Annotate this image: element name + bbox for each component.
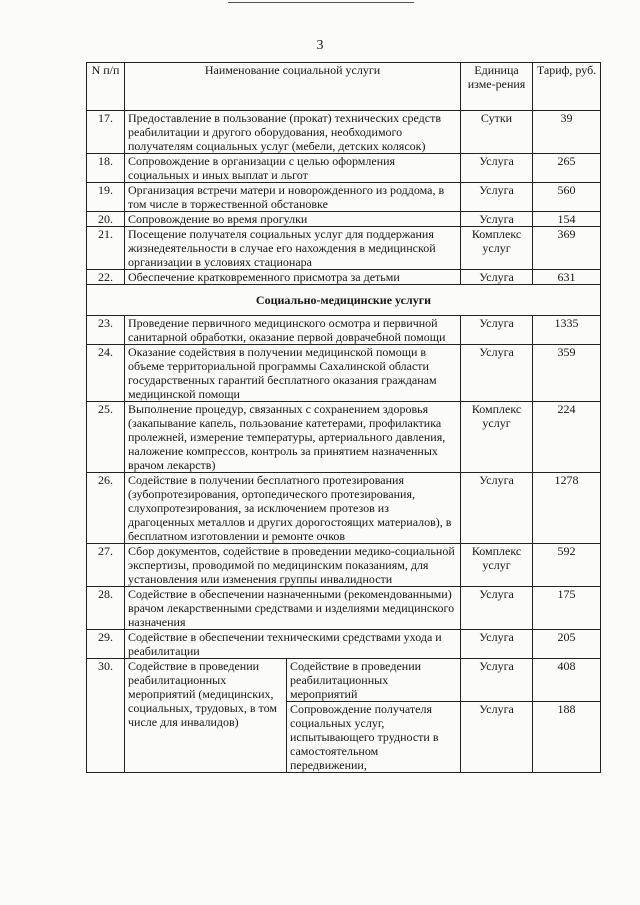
page-number: 3 xyxy=(316,38,324,53)
service-unit: Услуга xyxy=(461,345,533,402)
service-name: Содействие в проведении реабилитационных мероприятий xyxy=(287,659,461,702)
service-name: Содействие в получении бесплатного протезирования (зубопротезирования, ортопедического протезирования, слухопротезирования, за исключением протезов из драгоценных металлов и других дорогостоящих материалов), в бесплатном изготовлении и ремонте очков xyxy=(125,473,461,544)
service-unit: Услуга xyxy=(461,659,533,702)
table-row xyxy=(87,212,601,227)
table-row xyxy=(87,183,601,212)
row-number: 24. xyxy=(87,345,125,402)
table-row xyxy=(87,154,601,183)
row-number: 30. xyxy=(87,659,125,773)
header-unit: Единица изме-рения xyxy=(461,63,533,111)
service-tariff: 1278 xyxy=(533,473,601,544)
service-name: Выполнение процедур, связанных с сохранением здоровья (закапывание капель, пользование катетерами, профилактика пролежней, измерение температуры, артериального давления, наложение компрессов, контроль за принятием назначенных врачом лекарств) xyxy=(125,402,461,473)
table-row xyxy=(87,270,601,285)
service-tariff: 631 xyxy=(533,270,601,285)
row-number: 29. xyxy=(87,630,125,659)
service-unit: Услуга xyxy=(461,473,533,544)
row-number: 20. xyxy=(87,212,125,227)
service-unit: Услуга xyxy=(461,183,533,212)
header-row xyxy=(87,63,601,111)
header-num: N п/п xyxy=(87,63,125,111)
service-name: Посещение получателя социальных услуг для поддержания жизнедеятельности в случае его нахождения в медицинской организации в условиях стационара xyxy=(125,227,461,270)
section-row xyxy=(87,285,601,316)
row-number: 21. xyxy=(87,227,125,270)
service-name: Организация встречи матери и новорожденного из роддома, в том числе в торжественной обстановке xyxy=(125,183,461,212)
service-unit: Услуга xyxy=(461,270,533,285)
service-unit: Услуга xyxy=(461,212,533,227)
row-number: 25. xyxy=(87,402,125,473)
row-number: 27. xyxy=(87,544,125,587)
table-row xyxy=(87,345,601,402)
service-unit: Сутки xyxy=(461,111,533,154)
row-number: 23. xyxy=(87,316,125,345)
service-name: Предоставление в пользование (прокат) технических средств реабилитации и другого оборудования, необходимого получателям социальных услуг (мебели, детских колясок) xyxy=(125,111,461,154)
service-name: Сопровождение в организации с целью оформления социальных и иных выплат и льгот xyxy=(125,154,461,183)
top-rule xyxy=(228,2,414,3)
service-tariff: 205 xyxy=(533,630,601,659)
service-unit: Услуга xyxy=(461,316,533,345)
row-number: 26. xyxy=(87,473,125,544)
row-number: 18. xyxy=(87,154,125,183)
service-unit: Комплекс услуг xyxy=(461,402,533,473)
row-number: 17. xyxy=(87,111,125,154)
service-unit: Услуга xyxy=(461,630,533,659)
service-unit: Комплекс услуг xyxy=(461,227,533,270)
service-unit: Комплекс услуг xyxy=(461,544,533,587)
service-name: Сбор документов, содействие в проведении медико-социальной экспертизы, проводимой по медицинским показаниям, для установления или изменения группы инвалидности xyxy=(125,544,461,587)
service-tariff: 154 xyxy=(533,212,601,227)
service-tariff: 592 xyxy=(533,544,601,587)
service-tariff: 369 xyxy=(533,227,601,270)
table-row xyxy=(87,227,601,270)
service-name: Сопровождение получателя социальных услуг, испытывающего трудности в самостоятельном передвижении, xyxy=(287,702,461,773)
service-unit: Услуга xyxy=(461,587,533,630)
table-row xyxy=(87,659,601,702)
service-tariff: 175 xyxy=(533,587,601,630)
row-number: 22. xyxy=(87,270,125,285)
service-tariff: 265 xyxy=(533,154,601,183)
service-tariff: 359 xyxy=(533,345,601,402)
table-row xyxy=(87,630,601,659)
table-row xyxy=(87,587,601,630)
service-tariff: 408 xyxy=(533,659,601,702)
service-tariff: 560 xyxy=(533,183,601,212)
table-body xyxy=(87,111,601,773)
service-tariff: 188 xyxy=(533,702,601,773)
table-row xyxy=(87,544,601,587)
header-tarif: Тариф, руб. xyxy=(533,63,601,111)
service-unit: Услуга xyxy=(461,702,533,773)
service-name: Оказание содействия в получении медицинской помощи в объеме территориальной программы Сахалинской области государственных гарантий бесплатного оказания гражданам медицинской помощи xyxy=(125,345,461,402)
table-row xyxy=(87,402,601,473)
table-row xyxy=(87,111,601,154)
service-tariff: 39 xyxy=(533,111,601,154)
table-row xyxy=(87,473,601,544)
row-number: 28. xyxy=(87,587,125,630)
service-tariff: 1335 xyxy=(533,316,601,345)
header-name: Наименование социальной услуги xyxy=(125,63,461,111)
tariff-table xyxy=(86,62,601,773)
service-name: Содействие в обеспечении назначенными (рекомендованными) врачом лекарственными средствами и изделиями медицинского назначения xyxy=(125,587,461,630)
service-unit: Услуга xyxy=(461,154,533,183)
section-title: Социально-медицинские услуги xyxy=(87,285,601,316)
row-number: 19. xyxy=(87,183,125,212)
service-name: Сопровождение во время прогулки xyxy=(125,212,461,227)
service-name: Обеспечение кратковременного присмотра за детьми xyxy=(125,270,461,285)
table-row xyxy=(87,316,601,345)
service-tariff: 224 xyxy=(533,402,601,473)
service-group-name: Содействие в проведении реабилитационных мероприятий (медицинских, социальных, трудовых, в том числе для инвалидов) xyxy=(125,659,287,773)
service-name: Содействие в обеспечении техническими средствами ухода и реабилитации xyxy=(125,630,461,659)
service-name: Проведение первичного медицинского осмотра и первичной санитарной обработки, оказание первой доврачебной помощи xyxy=(125,316,461,345)
